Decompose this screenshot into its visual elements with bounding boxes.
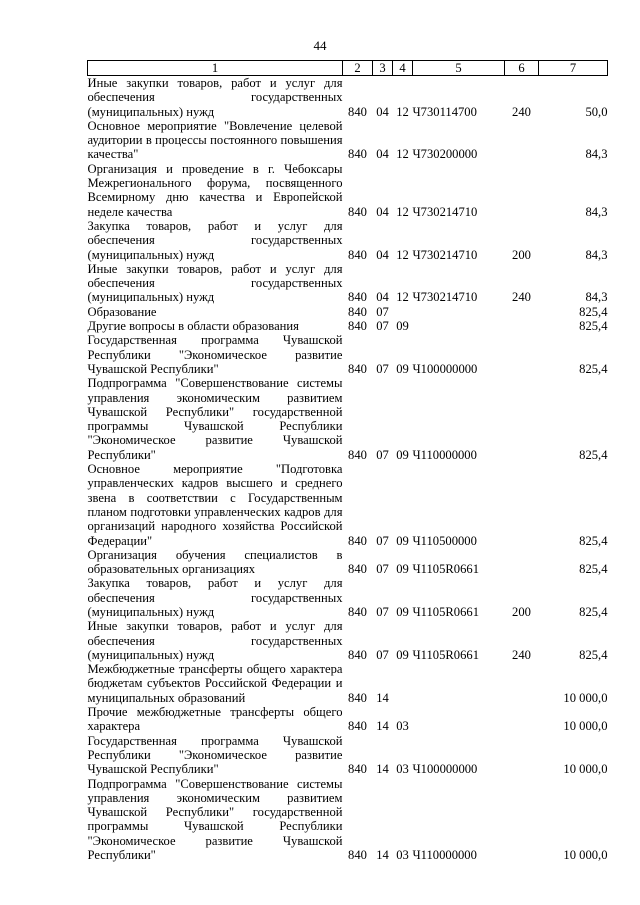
row-subsection: 03 xyxy=(396,719,409,734)
row-target-article: Ч730114700 xyxy=(412,104,477,119)
table-row xyxy=(88,76,608,119)
row-subsection: 09 xyxy=(396,604,409,619)
row-section: 14 xyxy=(376,848,389,863)
row-section: 04 xyxy=(376,147,389,162)
row-section: 07 xyxy=(376,319,389,334)
header-col-1: 1 xyxy=(88,61,343,76)
header-col-5: 5 xyxy=(413,61,505,76)
page-number: 44 xyxy=(313,38,327,53)
row-publisher-code: 840 xyxy=(348,147,367,162)
row-expense-type: 240 xyxy=(512,104,531,119)
row-target-article: Ч100000000 xyxy=(412,361,478,376)
table-row xyxy=(88,162,608,219)
row-expense-type xyxy=(505,305,539,319)
row-expense-type xyxy=(505,662,539,705)
row-description: Прочие межбюджетные трансферты общего характера xyxy=(87,705,343,734)
table-row xyxy=(88,262,608,305)
row-target-article: Ч100000000 xyxy=(412,762,478,777)
row-section: 14 xyxy=(376,719,389,734)
row-expense-type: 240 xyxy=(512,647,531,662)
table-row xyxy=(88,319,608,333)
row-amount: 825,4 xyxy=(579,319,608,334)
row-section: 07 xyxy=(376,447,389,462)
row-amount: 10 000,0 xyxy=(563,719,608,734)
row-publisher-code: 840 xyxy=(348,247,367,262)
row-section: 07 xyxy=(376,361,389,376)
header-col-3: 3 xyxy=(373,61,393,76)
row-description: Закупка товаров, работ и услуг для обеспечения государственных (муниципальных) нужд xyxy=(87,218,343,262)
row-amount: 10 000,0 xyxy=(563,690,608,705)
row-publisher-code: 840 xyxy=(348,447,367,462)
row-section: 04 xyxy=(376,247,389,262)
row-publisher-code: 840 xyxy=(348,690,367,705)
table-row xyxy=(88,548,608,577)
table-row xyxy=(88,119,608,162)
row-target-article: Ч730214710 xyxy=(412,290,478,305)
row-expense-type: 200 xyxy=(512,604,531,619)
row-description: Подпрограмма "Совершенствование системы управления экономическим развитием Чувашской Республики" государственной программы Чувашской Республики "Экономическое развитие Чувашской Республики" xyxy=(87,376,343,462)
row-amount: 825,4 xyxy=(579,304,608,319)
row-amount: 825,4 xyxy=(579,604,608,619)
row-expense-type xyxy=(505,119,539,162)
row-subsection: 09 xyxy=(396,447,409,462)
header-row xyxy=(88,61,608,76)
row-expense-type: 200 xyxy=(512,247,531,262)
row-description: Иные закупки товаров, работ и услуг для обеспечения государственных (муниципальных) нужд xyxy=(87,619,343,662)
row-target-article: Ч1105R0661 xyxy=(412,604,479,619)
row-amount: 825,4 xyxy=(579,447,608,462)
row-publisher-code: 840 xyxy=(348,762,367,777)
row-amount: 825,4 xyxy=(579,533,608,548)
row-publisher-code: 840 xyxy=(348,204,367,219)
table-body xyxy=(88,76,608,863)
row-publisher-code: 840 xyxy=(348,290,367,305)
row-description: Государственная программа Чувашской Республики "Экономическое развитие Чувашской Республики" xyxy=(87,733,343,777)
row-expense-type xyxy=(505,462,539,548)
header-col-2: 2 xyxy=(343,61,373,76)
table-row xyxy=(88,376,608,462)
row-expense-type xyxy=(505,376,539,462)
row-subsection: 09 xyxy=(396,562,409,577)
row-description: Основное мероприятие "Подготовка управленческих кадров высшего и среднего звена в соответствии с Государственным планом подготовки управленческих кадров для организаций народного хозяйства Российской Федерации" xyxy=(87,462,343,548)
row-subsection: 12 xyxy=(396,247,409,262)
row-subsection: 03 xyxy=(396,762,409,777)
row-description: Закупка товаров, работ и услуг для обеспечения государственных (муниципальных) нужд xyxy=(87,576,343,619)
row-expense-type xyxy=(505,548,539,577)
row-publisher-code: 840 xyxy=(348,719,367,734)
row-subsection xyxy=(393,305,413,319)
row-target-article: Ч110500000 xyxy=(412,533,477,548)
row-subsection xyxy=(393,662,413,705)
row-amount: 825,4 xyxy=(579,647,608,662)
row-description: Основное мероприятие "Вовлечение целевой аудитории в процессы постоянного повышения качества" xyxy=(87,118,343,162)
row-publisher-code: 840 xyxy=(348,848,367,863)
row-publisher-code: 840 xyxy=(348,304,367,319)
row-expense-type xyxy=(505,319,539,333)
row-target-article: Ч730200000 xyxy=(412,147,478,162)
row-amount: 10 000,0 xyxy=(563,848,608,863)
row-target-article: Ч110000000 xyxy=(412,848,477,863)
row-target-article: Ч730214710 xyxy=(412,247,478,262)
row-amount: 50,0 xyxy=(585,104,608,119)
row-section: 07 xyxy=(376,304,389,319)
row-expense-type xyxy=(505,162,539,219)
row-amount: 84,3 xyxy=(585,247,608,262)
row-description: Иные закупки товаров, работ и услуг для обеспечения государственных (муниципальных) нужд xyxy=(87,76,343,119)
row-description: Образование xyxy=(87,304,157,319)
row-publisher-code: 840 xyxy=(348,562,367,577)
row-expense-type xyxy=(505,333,539,376)
table-row xyxy=(88,705,608,734)
row-description: Организация и проведение в г. Чебоксары Межрегионального форума, посвященного Всемирному дню качества и Европейской неделе качества xyxy=(87,161,343,219)
row-publisher-code: 840 xyxy=(348,361,367,376)
header-col-6: 6 xyxy=(505,61,539,76)
row-amount: 825,4 xyxy=(579,562,608,577)
row-section: 14 xyxy=(376,762,389,777)
row-section: 04 xyxy=(376,204,389,219)
header-col-7: 7 xyxy=(539,61,608,76)
row-subsection: 09 xyxy=(396,533,409,548)
table-row xyxy=(88,333,608,376)
row-target-article: Ч1105R0661 xyxy=(412,562,479,577)
row-subsection: 12 xyxy=(396,104,409,119)
table-row xyxy=(88,305,608,319)
row-target-article: Ч110000000 xyxy=(412,447,477,462)
table-row xyxy=(88,219,608,262)
row-amount: 10 000,0 xyxy=(563,762,608,777)
row-description: Подпрограмма "Совершенствование системы управления экономическим развитием Чувашской Республики" государственной программы Чувашской Республики "Экономическое развитие Чувашской Республики" xyxy=(87,776,343,863)
row-section: 04 xyxy=(376,290,389,305)
row-description: Иные закупки товаров, работ и услуг для обеспечения государственных (муниципальных) нужд xyxy=(87,261,343,305)
row-amount: 84,3 xyxy=(585,204,608,219)
row-description: Государственная программа Чувашской Республики "Экономическое развитие Чувашской Республики" xyxy=(87,333,343,376)
row-description: Организация обучения специалистов в образовательных организациях xyxy=(87,547,343,577)
row-target-article xyxy=(413,305,505,319)
row-subsection: 09 xyxy=(396,361,409,376)
row-expense-type: 240 xyxy=(512,290,531,305)
row-subsection: 12 xyxy=(396,147,409,162)
row-publisher-code: 840 xyxy=(348,604,367,619)
row-section: 07 xyxy=(376,604,389,619)
table-row xyxy=(88,576,608,619)
row-target-article: Ч1105R0661 xyxy=(412,647,479,662)
table-row xyxy=(88,619,608,662)
row-publisher-code: 840 xyxy=(348,319,367,334)
table-row xyxy=(88,462,608,548)
row-target-article xyxy=(413,319,505,333)
table-row xyxy=(88,734,608,777)
table-row xyxy=(88,777,608,863)
row-section: 07 xyxy=(376,647,389,662)
row-subsection: 12 xyxy=(396,204,409,219)
row-subsection: 12 xyxy=(396,290,409,305)
budget-table xyxy=(87,60,608,862)
table-header xyxy=(88,61,608,76)
row-amount: 84,3 xyxy=(585,290,608,305)
row-subsection: 09 xyxy=(396,647,409,662)
row-section: 07 xyxy=(376,533,389,548)
header-col-4: 4 xyxy=(393,61,413,76)
row-expense-type xyxy=(505,705,539,734)
row-publisher-code: 840 xyxy=(348,647,367,662)
row-publisher-code: 840 xyxy=(348,104,367,119)
row-expense-type xyxy=(505,734,539,777)
row-expense-type xyxy=(505,777,539,863)
row-section: 04 xyxy=(376,104,389,119)
row-description: Межбюджетные трансферты общего характера бюджетам субъектов Российской Федерации и муниципальных образований xyxy=(87,662,343,705)
row-publisher-code: 840 xyxy=(348,533,367,548)
row-description: Другие вопросы в области образования xyxy=(87,319,299,334)
row-section: 14 xyxy=(376,690,389,705)
row-subsection: 09 xyxy=(396,319,409,334)
table-row xyxy=(88,662,608,705)
row-subsection: 03 xyxy=(396,848,409,863)
row-target-article xyxy=(413,662,505,705)
row-amount: 825,4 xyxy=(579,361,608,376)
row-target-article xyxy=(413,705,505,734)
row-section: 07 xyxy=(376,562,389,577)
row-amount: 84,3 xyxy=(585,147,608,162)
row-target-article: Ч730214710 xyxy=(412,204,478,219)
